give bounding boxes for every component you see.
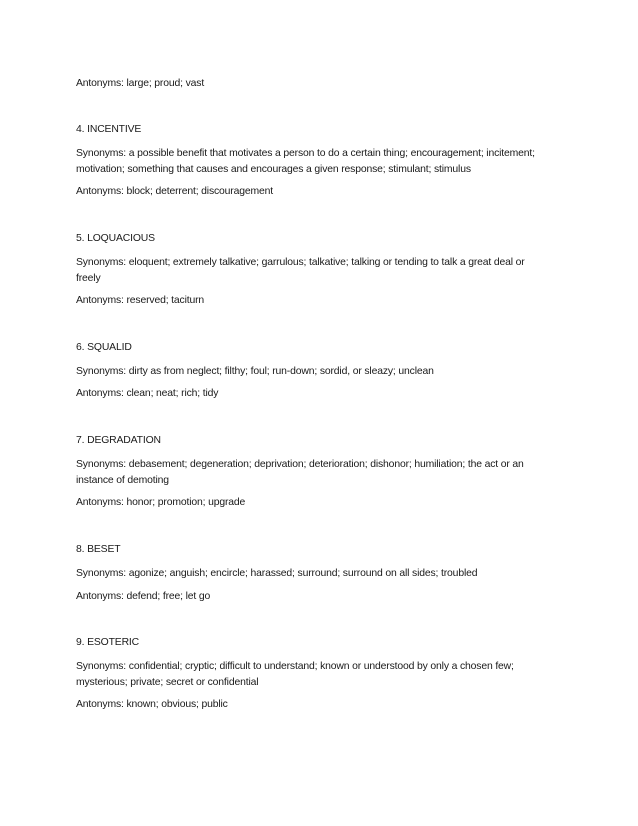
synonyms-line: Synonyms: agonize; anguish; encircle; harassed; surround; surround on all sides; troubled (76, 568, 478, 579)
entry-heading: 9. ESOTERIC (76, 637, 140, 648)
antonyms-line: Antonyms: large; proud; vast (76, 78, 205, 89)
synonyms-line-continued: mysterious; private; secret or confidential (76, 677, 259, 688)
entry-heading: 5. LOQUACIOUS (76, 233, 155, 244)
antonyms-line: Antonyms: known; obvious; public (76, 699, 228, 710)
entry-heading: 8. BESET (76, 544, 121, 555)
synonyms-line-continued: motivation; something that causes and encourages a given response; stimulant; stimulus (76, 164, 471, 175)
synonyms-line-continued: freely (76, 273, 101, 284)
entry-heading: 4. INCENTIVE (76, 124, 142, 135)
entry-heading: 6. SQUALID (76, 342, 132, 353)
synonyms-line: Synonyms: confidential; cryptic; difficult to understand; known or understood by only a chosen few; (76, 661, 514, 672)
entry-heading: 7. DEGRADATION (76, 435, 161, 446)
synonyms-line: Synonyms: debasement; degeneration; deprivation; deterioration; dishonor; humiliation; the act or an (76, 459, 524, 470)
antonyms-line: Antonyms: defend; free; let go (76, 591, 211, 602)
synonyms-line: Synonyms: a possible benefit that motivates a person to do a certain thing; encouragement; incitement; (76, 148, 535, 159)
antonyms-line: Antonyms: clean; neat; rich; tidy (76, 388, 219, 399)
synonyms-line: Synonyms: dirty as from neglect; filthy; foul; run-down; sordid, or sleazy; unclean (76, 366, 434, 377)
antonyms-line: Antonyms: reserved; taciturn (76, 295, 205, 306)
synonyms-line: Synonyms: eloquent; extremely talkative; garrulous; talkative; talking or tending to talk a great deal or (76, 257, 525, 268)
synonyms-line-continued: instance of demoting (76, 475, 169, 486)
antonyms-line: Antonyms: honor; promotion; upgrade (76, 497, 246, 508)
antonyms-line: Antonyms: block; deterrent; discouragement (76, 186, 273, 197)
